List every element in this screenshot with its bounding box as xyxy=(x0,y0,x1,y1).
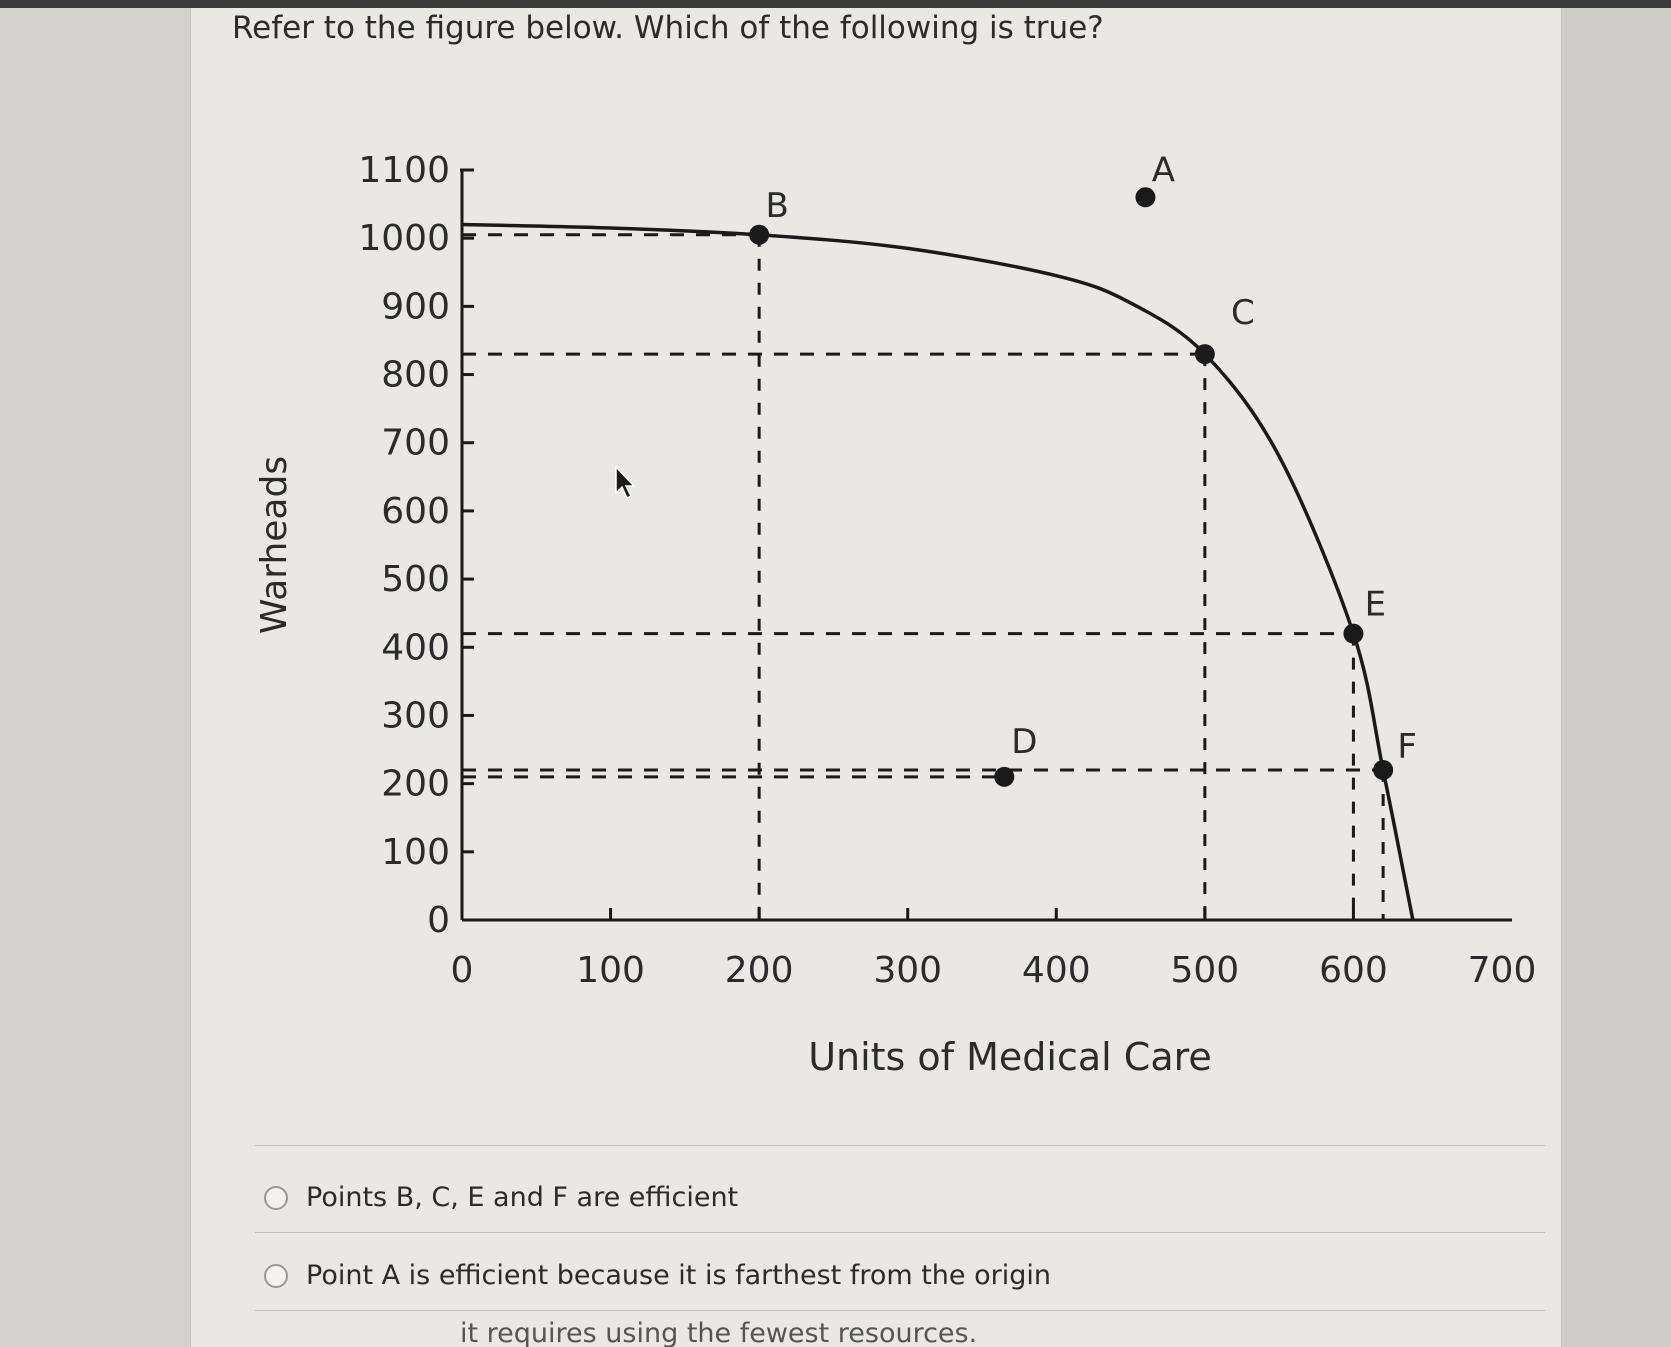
point-C xyxy=(1195,344,1215,364)
option-1[interactable] xyxy=(264,1182,738,1213)
y-tick-label-1000: 1000 xyxy=(358,218,450,260)
axis-labels xyxy=(254,150,1536,1079)
question-text: Refer to the figure below. Which of the following is true? xyxy=(232,10,1104,46)
ppf-curve xyxy=(462,225,1413,920)
x-tick-label-200: 200 xyxy=(724,950,794,991)
guide-lines xyxy=(462,235,1383,920)
frontier-curve-layer xyxy=(462,225,1413,920)
radio-option-2[interactable] xyxy=(264,1264,288,1288)
point-label-F: F xyxy=(1397,727,1417,767)
option-1-label: Points B, C, E and F are efficient xyxy=(306,1182,739,1213)
y-tick-label-900: 900 xyxy=(381,286,450,328)
y-tick-label-700: 700 xyxy=(381,422,450,464)
radio-option-1[interactable] xyxy=(264,1186,288,1210)
point-F xyxy=(1373,760,1393,780)
y-tick-label-1100: 1100 xyxy=(358,150,450,191)
x-tick-label-0: 0 xyxy=(450,950,474,991)
option-2-label: Point A is efficient because it is farthest from the origin xyxy=(306,1260,1051,1291)
point-label-B: B xyxy=(765,185,789,226)
x-tick-label-700: 700 xyxy=(1467,950,1537,991)
y-tick-label-400: 400 xyxy=(381,627,450,669)
point-D xyxy=(994,767,1014,787)
mouse-pointer-icon xyxy=(614,465,638,501)
points-layer xyxy=(749,150,1417,787)
y-tick-label-100: 100 xyxy=(381,831,450,873)
y-tick-label-300: 300 xyxy=(381,695,450,737)
x-tick-label-100: 100 xyxy=(576,950,645,991)
option-2[interactable] xyxy=(264,1260,1051,1291)
option-3-partial[interactable] xyxy=(460,1318,977,1347)
x-tick-label-600: 600 xyxy=(1319,950,1388,991)
x-tick-label-300: 300 xyxy=(873,950,943,991)
divider-top xyxy=(255,1145,1545,1146)
x-axis-title: Units of Medical Care xyxy=(808,1035,1212,1079)
y-axis-title: Warheads xyxy=(254,455,295,635)
y-tick-label-600: 600 xyxy=(381,490,450,532)
x-tick-label-400: 400 xyxy=(1021,950,1091,991)
point-B xyxy=(749,225,769,245)
point-label-D: D xyxy=(1011,721,1038,762)
point-label-A: A xyxy=(1151,150,1176,191)
y-tick-label-0: 0 xyxy=(427,900,450,941)
divider-1 xyxy=(255,1232,1545,1233)
option-3-label: it requires using the fewest resources. xyxy=(460,1318,978,1347)
x-tick-label-500: 500 xyxy=(1170,950,1240,991)
divider-2 xyxy=(255,1310,1545,1311)
point-E xyxy=(1343,624,1363,644)
point-label-E: E xyxy=(1364,584,1387,625)
y-tick-label-800: 800 xyxy=(381,354,450,396)
point-label-C: C xyxy=(1230,293,1255,334)
y-tick-label-500: 500 xyxy=(381,559,450,601)
y-tick-label-200: 200 xyxy=(381,763,450,805)
